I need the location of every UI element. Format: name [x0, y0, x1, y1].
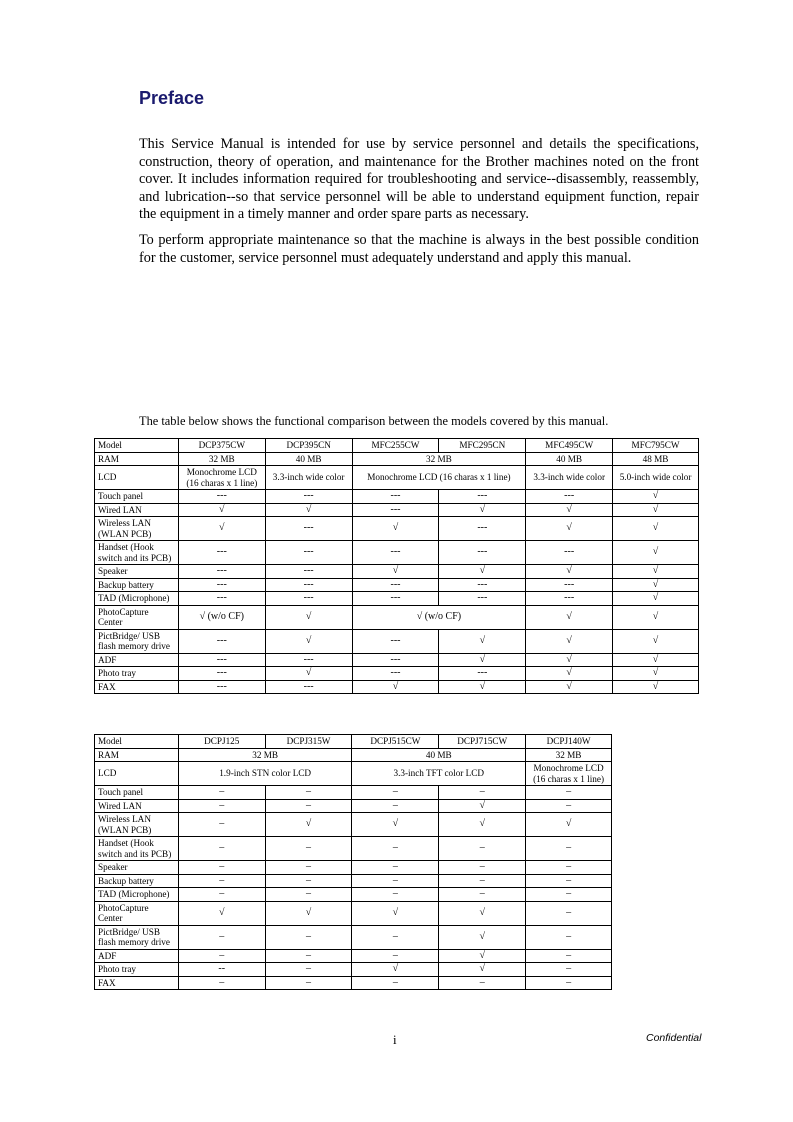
table-cell: --- [352, 578, 439, 592]
table-row [95, 813, 612, 837]
row-label: Speaker [95, 861, 179, 875]
table-row [95, 888, 612, 902]
row-label: RAM [95, 452, 179, 466]
confidential-label: Confidential [646, 1032, 702, 1044]
table-cell: 1.9-inch STN color LCD [178, 762, 352, 786]
table-cell: – [352, 949, 439, 963]
table-row [95, 837, 612, 861]
table-cell: √ [265, 667, 352, 681]
header-cell: DCPJ515CW [352, 735, 439, 749]
table-cell: √ [439, 653, 526, 667]
row-label: TAD (Microphone) [95, 592, 179, 606]
table-row [95, 680, 699, 694]
table-cell: – [526, 874, 612, 888]
table-row [95, 901, 612, 925]
table-cell: √ [613, 667, 699, 681]
table-cell: – [439, 837, 526, 861]
table-row [95, 541, 699, 565]
page-title: Preface [139, 88, 205, 108]
table-cell: 32 MB [352, 452, 526, 466]
table-cell: √ [613, 503, 699, 517]
table-cell: – [178, 813, 265, 837]
table-row [95, 452, 699, 466]
table-cell: --- [265, 490, 352, 504]
table-row [95, 786, 612, 800]
table-cell: √ [526, 680, 613, 694]
table-cell: – [178, 799, 265, 813]
table-cell: √ [439, 949, 526, 963]
table-cell: --- [178, 578, 265, 592]
table-cell: √ [265, 901, 352, 925]
table-cell: √ [613, 578, 699, 592]
table-row [95, 605, 699, 629]
table-cell: --- [439, 592, 526, 606]
table-cell: – [265, 874, 352, 888]
table-cell: √ [439, 813, 526, 837]
table-cell: – [439, 861, 526, 875]
table-cell: – [526, 949, 612, 963]
row-label: Touch panel [95, 786, 179, 800]
table-cell: √ [439, 503, 526, 517]
table-cell: – [265, 861, 352, 875]
row-label: Handset (Hook switch and its PCB) [95, 837, 179, 861]
table-cell: – [178, 888, 265, 902]
table-cell: √ [352, 813, 439, 837]
table-row [95, 629, 699, 653]
table-cell: --- [439, 541, 526, 565]
table-cell: – [265, 925, 352, 949]
table-cell: --- [265, 565, 352, 579]
table-cell: 32 MB [526, 748, 612, 762]
table-row [95, 667, 699, 681]
table-row [95, 963, 612, 977]
table-cell: √ [526, 813, 612, 837]
table-row [95, 748, 612, 762]
table-cell: √ (w/o CF) [178, 605, 265, 629]
table-cell: – [178, 949, 265, 963]
table-cell: --- [439, 578, 526, 592]
table-cell: – [439, 874, 526, 888]
header-cell: Model [95, 735, 179, 749]
page-number: i [393, 1032, 397, 1047]
table-cell: – [352, 874, 439, 888]
row-label: Handset (Hook switch and its PCB) [95, 541, 179, 565]
table-cell: 32 MB [178, 452, 265, 466]
table-cell: √ [526, 503, 613, 517]
table-row [95, 565, 699, 579]
header-cell: MFC495CW [526, 439, 613, 453]
table-cell: √ (w/o CF) [352, 605, 526, 629]
table-cell: √ [613, 629, 699, 653]
table-cell: – [265, 949, 352, 963]
table-cell: √ [352, 901, 439, 925]
table-row [95, 653, 699, 667]
table-cell: – [526, 861, 612, 875]
table-cell: --- [265, 592, 352, 606]
table-cell: √ [439, 680, 526, 694]
table-cell: --- [352, 490, 439, 504]
row-label: Backup battery [95, 578, 179, 592]
table-row [95, 503, 699, 517]
table-cell: – [265, 799, 352, 813]
table-cell: √ [526, 653, 613, 667]
table-cell: – [526, 837, 612, 861]
table-cell: – [352, 837, 439, 861]
table-cell: √ [526, 629, 613, 653]
header-cell: DCPJ125 [178, 735, 265, 749]
row-label: PictBridge/ USB flash memory drive [95, 629, 179, 653]
row-label: RAM [95, 748, 179, 762]
row-label: PictBridge/ USB flash memory drive [95, 925, 179, 949]
row-label: ADF [95, 653, 179, 667]
table-cell: √ [526, 565, 613, 579]
table-row [95, 799, 612, 813]
header-cell: Model [95, 439, 179, 453]
table-cell: – [178, 925, 265, 949]
table-cell: Monochrome LCD (16 charas x 1 line) [352, 466, 526, 490]
table-cell: √ [526, 667, 613, 681]
table-cell: – [439, 976, 526, 990]
table-row [95, 949, 612, 963]
table-cell: √ [613, 680, 699, 694]
table-cell: √ [352, 963, 439, 977]
row-label: LCD [95, 762, 179, 786]
table-cell: – [178, 837, 265, 861]
table-cell: – [352, 786, 439, 800]
table-cell: --- [265, 653, 352, 667]
row-label: Backup battery [95, 874, 179, 888]
table-cell: √ [613, 605, 699, 629]
table-cell: --- [178, 680, 265, 694]
table-cell: √ [178, 503, 265, 517]
header-cell: DCPJ140W [526, 735, 612, 749]
header-cell: DCP375CW [178, 439, 265, 453]
row-label: PhotoCapture Center [95, 605, 179, 629]
table-cell: – [526, 976, 612, 990]
table-row [95, 466, 699, 490]
table-cell: – [439, 888, 526, 902]
table-cell: – [265, 786, 352, 800]
table-cell: --- [178, 541, 265, 565]
table-cell: – [178, 861, 265, 875]
table-header-row [95, 439, 699, 453]
row-label: Photo tray [95, 963, 179, 977]
table-cell: – [178, 976, 265, 990]
table-cell: --- [178, 592, 265, 606]
table-cell: – [439, 786, 526, 800]
table-cell: --- [352, 592, 439, 606]
table-row [95, 925, 612, 949]
table-cell: – [526, 799, 612, 813]
table-cell: √ [439, 925, 526, 949]
table-cell: √ [265, 813, 352, 837]
row-label: LCD [95, 466, 179, 490]
row-label: Wireless LAN (WLAN PCB) [95, 813, 179, 837]
table-cell: √ [613, 653, 699, 667]
table-cell: --- [439, 490, 526, 504]
table-caption: The table below shows the functional comparison between the models covered by this manual. [139, 414, 609, 428]
table-cell: √ [613, 565, 699, 579]
table-cell: – [526, 786, 612, 800]
header-cell: DCP395CN [265, 439, 352, 453]
row-label: ADF [95, 949, 179, 963]
table-cell: --- [526, 541, 613, 565]
table-cell: --- [178, 565, 265, 579]
table-cell: 3.3-inch wide color [526, 466, 613, 490]
table-cell: --- [439, 667, 526, 681]
table-cell: --- [352, 653, 439, 667]
table-cell: √ [613, 541, 699, 565]
table-cell: – [352, 925, 439, 949]
table-cell: 40 MB [526, 452, 613, 466]
table-cell: √ [526, 605, 613, 629]
table-cell: √ [265, 629, 352, 653]
table-cell: √ [352, 680, 439, 694]
header-cell: MFC295CN [439, 439, 526, 453]
row-label: Speaker [95, 565, 179, 579]
header-cell: DCPJ315W [265, 735, 352, 749]
row-label: Wired LAN [95, 799, 179, 813]
table-cell: √ [613, 490, 699, 504]
table-cell: --- [352, 629, 439, 653]
table-cell: 32 MB [178, 748, 352, 762]
table-cell: --- [265, 680, 352, 694]
row-label: FAX [95, 680, 179, 694]
table-cell: – [178, 786, 265, 800]
table-cell: √ [613, 592, 699, 606]
table-cell: √ [439, 629, 526, 653]
table-row [95, 578, 699, 592]
table-cell: --- [178, 490, 265, 504]
table-cell: √ [439, 963, 526, 977]
table-cell: √ [352, 517, 439, 541]
table-cell: – [526, 963, 612, 977]
table-cell: – [352, 976, 439, 990]
row-label: TAD (Microphone) [95, 888, 179, 902]
table-row [95, 517, 699, 541]
table-cell: 48 MB [613, 452, 699, 466]
table-cell: --- [265, 578, 352, 592]
header-cell: MFC795CW [613, 439, 699, 453]
table-cell: – [265, 888, 352, 902]
table-cell: --- [265, 541, 352, 565]
table-cell: --- [265, 517, 352, 541]
table-cell: √ [178, 517, 265, 541]
table-cell: -- [178, 963, 265, 977]
table-cell: Monochrome LCD (16 charas x 1 line) [526, 762, 612, 786]
table-cell: 3.3-inch TFT color LCD [352, 762, 526, 786]
row-label: Wired LAN [95, 503, 179, 517]
table-cell: √ [265, 605, 352, 629]
table-cell: – [526, 901, 612, 925]
table-cell: --- [178, 667, 265, 681]
maintenance-paragraph: To perform appropriate maintenance so that the machine is always in the best possible condition for the customer, service personnel must adequately understand and apply this manual. [139, 232, 699, 266]
table-cell: √ [439, 565, 526, 579]
table1-rows-b [95, 629, 699, 694]
table-cell: – [352, 799, 439, 813]
table-row [95, 762, 612, 786]
table-cell: – [265, 976, 352, 990]
table-cell: 5.0-inch wide color [613, 466, 699, 490]
table-cell: --- [352, 541, 439, 565]
table-cell: --- [352, 503, 439, 517]
table-cell: – [526, 888, 612, 902]
table-cell: √ [265, 503, 352, 517]
table-cell: --- [352, 667, 439, 681]
row-label: Wireless LAN (WLAN PCB) [95, 517, 179, 541]
table-row [95, 490, 699, 504]
table-row [95, 874, 612, 888]
table-cell: √ [526, 517, 613, 541]
row-label: PhotoCapture Center [95, 901, 179, 925]
table1-rows-a [95, 490, 699, 606]
table-header-row [95, 735, 612, 749]
table-cell: Monochrome LCD (16 charas x 1 line) [178, 466, 265, 490]
table-cell: --- [178, 629, 265, 653]
intro-paragraph: This Service Manual is intended for use by service personnel and details the specifications, construction, theory of operation, and maintenance for the Brother machines noted on the front cover. It includes information required for troubleshooting and service--disassembly, reassembly, and lubrication--so that service personnel will be able to understand equipment function, repair the equipment in a timely manner and order spare parts as necessary. [139, 136, 699, 223]
table-cell: --- [526, 592, 613, 606]
table-cell: --- [526, 578, 613, 592]
comparison-table-1 [94, 438, 699, 694]
table-cell: --- [439, 517, 526, 541]
table-cell: – [178, 874, 265, 888]
table-cell: --- [526, 490, 613, 504]
table-cell: √ [352, 565, 439, 579]
table-cell: √ [613, 517, 699, 541]
table-cell: 40 MB [352, 748, 526, 762]
table2-rows [95, 786, 612, 990]
table-row [95, 592, 699, 606]
table-row [95, 861, 612, 875]
table-cell: 40 MB [265, 452, 352, 466]
comparison-table-2 [94, 734, 612, 990]
row-label: Photo tray [95, 667, 179, 681]
table-cell: 3.3-inch wide color [265, 466, 352, 490]
table-row [95, 976, 612, 990]
table-cell: --- [178, 653, 265, 667]
table-cell: √ [439, 799, 526, 813]
header-cell: DCPJ715CW [439, 735, 526, 749]
row-label: Touch panel [95, 490, 179, 504]
table-cell: – [352, 888, 439, 902]
row-label: FAX [95, 976, 179, 990]
table-cell: – [352, 861, 439, 875]
table-cell: – [526, 925, 612, 949]
table-cell: – [265, 837, 352, 861]
header-cell: MFC255CW [352, 439, 439, 453]
table-cell: √ [178, 901, 265, 925]
table-cell: √ [439, 901, 526, 925]
table-cell: – [265, 963, 352, 977]
